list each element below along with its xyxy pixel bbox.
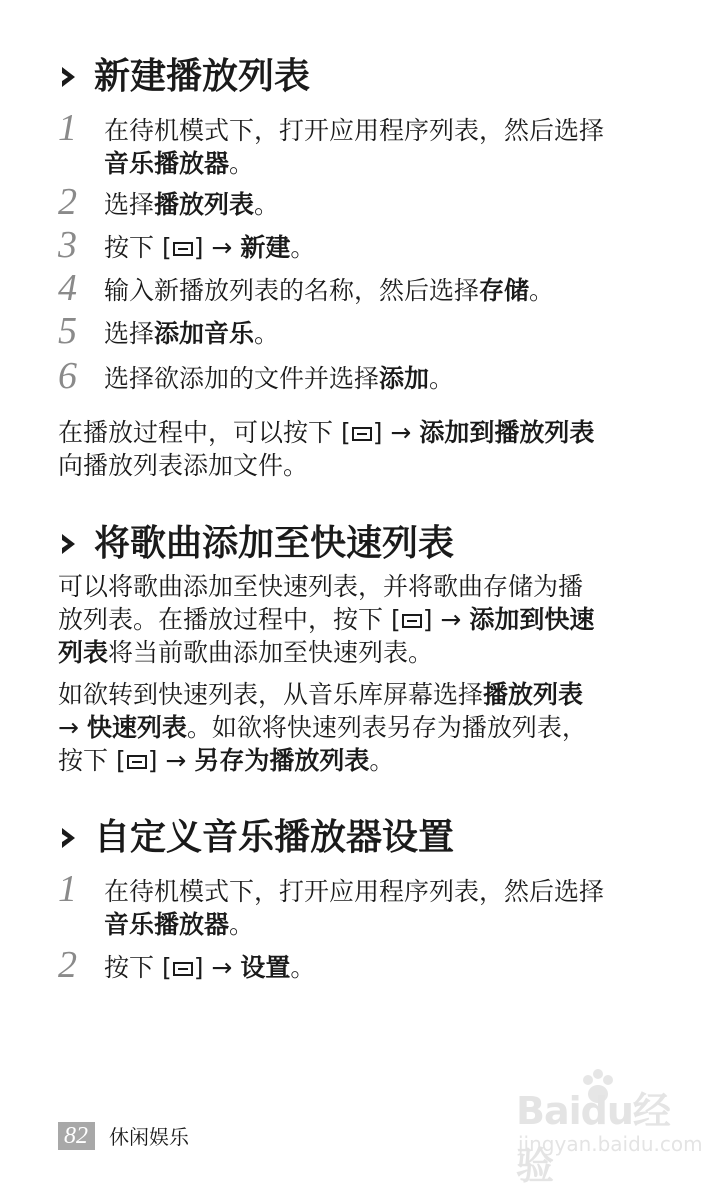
step-text: 在待机模式下，打开应用程序列表，然后选择 音乐播放器。	[104, 116, 605, 178]
footer-section-label: 休闲娱乐	[109, 1125, 189, 1149]
quick-list-paragraph-1: 可以将歌曲添加至快速列表，并将歌曲存储为播 放列表。在播放过程中，按下 [ ] → 添加到快速 列表将当前歌曲添加至快速列表。	[58, 572, 595, 667]
section-heading-quick-list	[58, 522, 454, 566]
ui-term: 快速列表	[86, 713, 187, 742]
menu-key-icon	[351, 426, 373, 442]
step-number: 5	[58, 310, 77, 352]
chevron-right-icon	[56, 64, 82, 90]
ui-term: 设置	[240, 953, 291, 982]
chevron-right-icon	[56, 825, 82, 851]
ui-term: 另存为播放列表	[194, 746, 370, 775]
step-number: 1	[58, 107, 77, 149]
watermark-logo: Baidu经验	[516, 1089, 670, 1188]
menu-key-icon	[172, 961, 194, 977]
section-heading-new-playlist	[58, 55, 310, 99]
page-number-badge: 82	[58, 1122, 95, 1150]
step-text: 在待机模式下，打开应用程序列表，然后选择 音乐播放器。	[104, 877, 605, 939]
baidu-watermark	[516, 1080, 703, 1188]
section-heading-player-settings	[58, 816, 454, 860]
step-number: 6	[58, 355, 77, 397]
watermark-url: jingyan.baidu.com	[518, 1132, 703, 1156]
quick-list-paragraph-2: 如欲转到快速列表，从音乐库屏幕选择播放列表 → 快速列表。如欲将快速列表另存为播放列表， 按下 [ ] → 另存为播放列表。	[58, 680, 587, 775]
step-number: 2	[58, 181, 77, 223]
chevron-right-icon	[56, 531, 82, 557]
ui-term: 添加到快速	[469, 605, 595, 634]
ui-term: 音乐播放器	[104, 149, 230, 178]
page-footer	[58, 1121, 189, 1150]
step-text: 输入新播放列表的名称，然后选择存储。	[104, 276, 555, 305]
step-number: 3	[58, 224, 77, 266]
note-paragraph: 在播放过程中，可以按下 [ ] → 添加到播放列表 向播放列表添加文件。	[58, 418, 595, 480]
section-title: 自定义音乐播放器设置	[94, 817, 455, 858]
ui-term: 列表	[58, 638, 109, 667]
ui-term: 添加	[379, 364, 430, 393]
ui-term: 音乐播放器	[104, 910, 230, 939]
step-text: 选择播放列表。	[104, 190, 280, 219]
step-text: 选择添加音乐。	[104, 319, 280, 348]
ui-term: 添加音乐	[154, 319, 255, 348]
section-title: 将歌曲添加至快速列表	[94, 523, 455, 564]
step-text: 按下 [ ] → 新建。	[104, 233, 316, 262]
ui-term: 添加到播放列表	[419, 418, 595, 447]
step-number: 1	[58, 868, 77, 910]
step-number: 4	[58, 267, 77, 309]
menu-key-icon	[172, 241, 194, 257]
ui-term: 新建	[240, 233, 291, 262]
step-number: 2	[58, 944, 77, 986]
step-text: 按下 [ ] → 设置。	[104, 953, 316, 982]
ui-term: 播放列表	[154, 190, 255, 219]
ui-term: 播放列表	[483, 680, 584, 709]
step-text: 选择欲添加的文件并选择添加。	[104, 364, 455, 393]
menu-key-icon	[126, 754, 148, 770]
ui-term: 存储	[479, 276, 530, 305]
menu-key-icon	[401, 613, 423, 629]
section-title: 新建播放列表	[94, 56, 311, 97]
